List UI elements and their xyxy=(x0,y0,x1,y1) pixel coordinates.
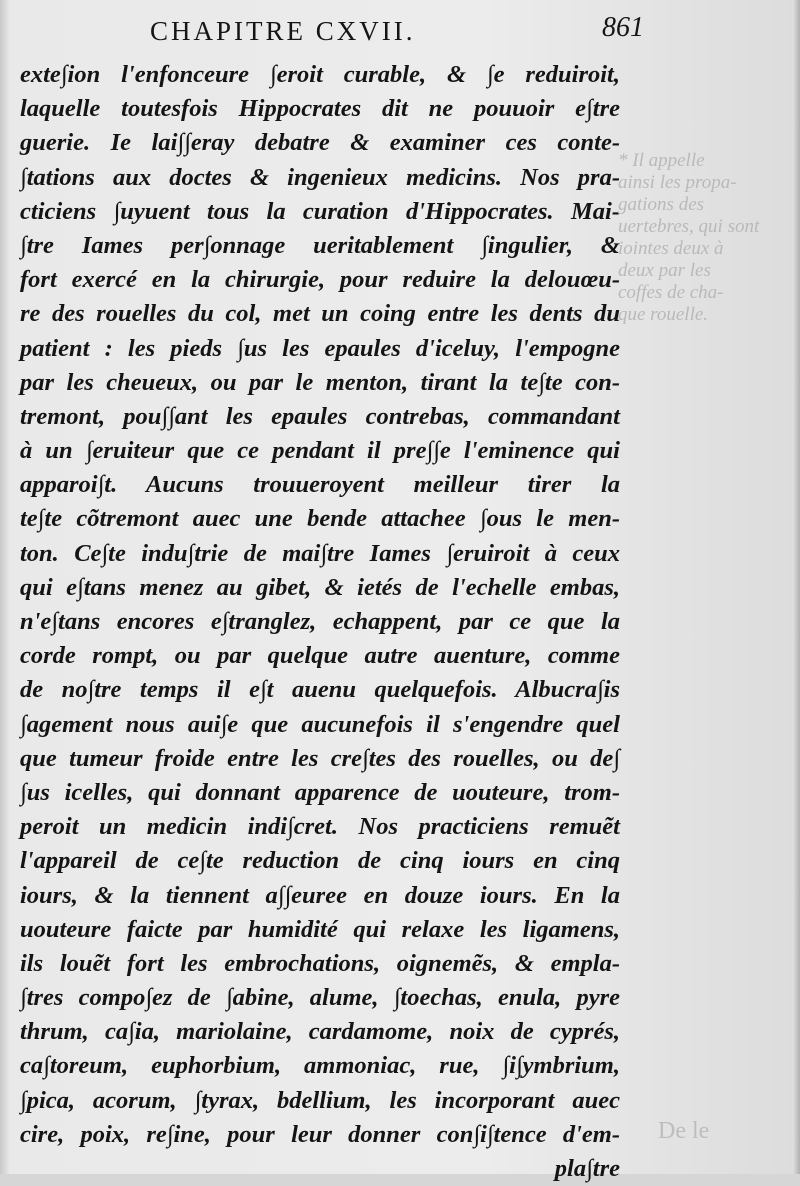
text-line: ∫tre Iames per∫onnage ueritablement ∫ingulier, & xyxy=(20,231,620,259)
text-line: patient : les pieds ∫us les epaules d'iceluy, l'empogne xyxy=(20,334,620,362)
text-line: à un ∫eruiteur que ce pendant il pre∫∫e l'eminence qui xyxy=(20,437,620,465)
text-line: qui e∫tans menez au gibet, & ietés de l'echelle embas, xyxy=(20,573,620,601)
text-line: fort exercé en la chirurgie, pour reduire la delouœu- xyxy=(20,266,620,294)
text-line: par les cheueux, ou par le menton, tirant la te∫te con- xyxy=(20,368,620,396)
marginal-note-line: iointes deux à xyxy=(618,238,724,259)
text-line: ca∫toreum, euphorbium, ammoniac, rue, ∫i∫ymbrium, xyxy=(20,1052,620,1080)
text-line: ∫agement nous aui∫e que aucunefois il s'engendre quel xyxy=(20,710,620,738)
bleed-through-text: De le xyxy=(658,1118,710,1144)
text-line: te∫te cõtremont auec une bende attachee ∫ous le men- xyxy=(20,505,620,533)
text-line: cire, poix, re∫ine, pour leur donner con∫i∫tence d'em- xyxy=(20,1120,620,1148)
text-line: que tumeur froide entre les cre∫tes des rouelles, ou de∫ xyxy=(20,744,620,772)
text-line: thrum, ca∫ia, mariolaine, cardamome, noix de cyprés, xyxy=(20,1018,620,1046)
marginal-note-line: coffes de cha- xyxy=(618,282,724,303)
text-line: tremont, pou∫∫ant les epaules contrebas, commandant xyxy=(20,402,620,430)
text-line: laquelle toutesfois Hippocrates dit ne pouuoir e∫tre xyxy=(20,95,620,123)
marginal-note-line: uertebres, qui sont xyxy=(618,216,760,237)
text-line: ton. Ce∫te indu∫trie de mai∫tre Iames ∫eruiroit à ceux xyxy=(20,539,620,567)
text-line: ils louẽt fort les embrochations, oignemẽs, & empla- xyxy=(20,949,620,977)
marginal-note-line: gations des xyxy=(618,194,705,215)
marginal-note-line: que rouelle. xyxy=(618,304,709,325)
text-line: l'appareil de ce∫te reduction de cinq iours en cinq xyxy=(20,847,620,875)
text-line: corde rompt, ou par quelque autre auenture, comme xyxy=(20,642,620,670)
text-line: ∫us icelles, qui donnant apparence de uouteure, trom- xyxy=(20,778,620,806)
text-line: pla∫tre xyxy=(554,1155,620,1182)
text-line: ∫tres compo∫ez de ∫abine, alume, ∫toechas, enula, pyre xyxy=(20,984,620,1012)
text-line: exte∫ion l'enfonceure ∫eroit curable, & ∫e reduiroit, xyxy=(20,61,620,88)
page-number: 861 xyxy=(602,12,644,43)
text-line: apparoi∫t. Aucuns trouueroyent meilleur tirer la xyxy=(20,471,620,499)
marginal-note-line: * Il appelle xyxy=(618,150,705,171)
text-line: guerie. Ie lai∫∫eray debatre & examiner ces conte- xyxy=(20,129,620,157)
text-line: iours, & la tiennent a∫∫euree en douze iours. En la xyxy=(20,881,620,909)
marginal-note-line: ainsi les propa- xyxy=(618,172,737,193)
text-line: n'e∫tans encores e∫tranglez, echappent, par ce que la xyxy=(20,608,620,635)
text-line: uouteure faicte par humidité qui relaxe les ligamens, xyxy=(20,915,620,943)
text-line: ∫pica, acorum, ∫tyrax, bdellium, les incorporant auec xyxy=(20,1086,620,1114)
text-line: peroit un medicin indi∫cret. Nos practiciens remuẽt xyxy=(20,813,620,841)
page-edge xyxy=(794,0,800,1174)
text-line: ∫tations aux doctes & ingenieux medicins. Nos pra- xyxy=(20,163,620,191)
main-text-block xyxy=(20,58,620,1186)
text-line: re des rouelles du col, met un coing entre les dents du xyxy=(20,300,620,328)
running-head: CHAPITRE CXVII. xyxy=(150,16,416,46)
marginal-note-line: deux par les xyxy=(618,260,711,281)
marginal-note xyxy=(618,150,768,326)
text-line: de no∫tre temps il e∫t auenu quelquefois. Albucra∫is xyxy=(20,676,620,704)
text-line: cticiens ∫uyuent tous la curation d'Hippocrates. Mai- xyxy=(20,197,620,225)
